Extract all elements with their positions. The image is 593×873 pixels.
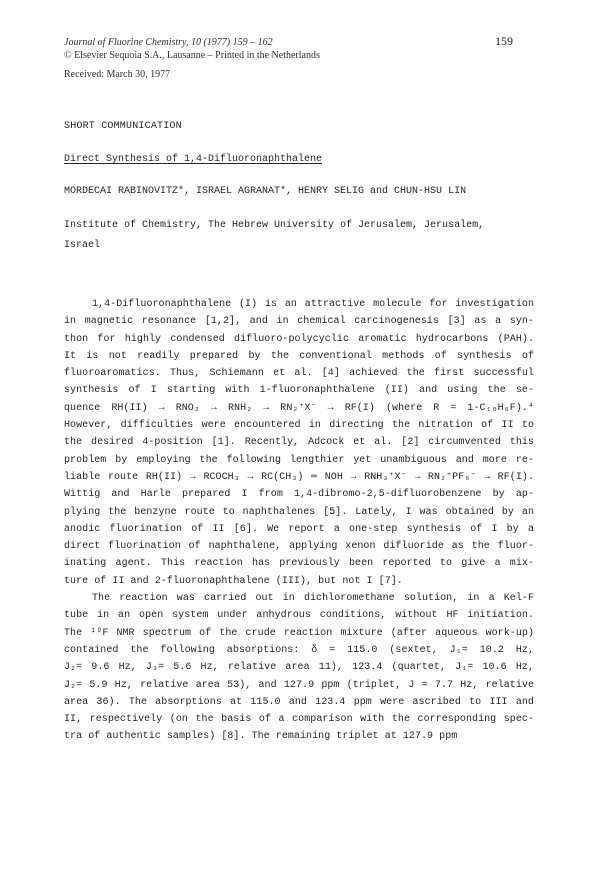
body-line: direct fluorination of naphthalene, applying xenon difluoride as the fluor- [64, 541, 534, 553]
received-date: Received: March 30, 1977 [64, 69, 171, 80]
body-line: the desired 4-position [1]. Recently, Adcock et al. [2] circumvented this [64, 437, 534, 449]
affiliation-line-2: Israel [64, 240, 101, 251]
body-line: liable route RH(II) → RCOCH₃ → RC(CH₃) ═ NOH → RNH₃⁺X⁻ → RN₂⁺PF₆⁻ → RF(I). [64, 471, 534, 483]
journal-citation: Journal of Fluorine Chemistry, 10 (1977) 159 – 162 [64, 37, 273, 48]
body-line: contained the following absorptions: δ = 115.0 (sextet, J₁= 10.2 Hz, [64, 644, 534, 656]
publisher-line: © Elsevier Sequoia S.A., Lausanne – Printed in the Netherlands [64, 50, 320, 61]
affiliation-line-1: Institute of Chemistry, The Hebrew University of Jerusalem, Jerusalem, [64, 220, 485, 231]
body-line: II, respectively (on the basis of a comparison with the corresponding spec- [64, 714, 534, 726]
body-line: tube in an open system under anhydrous conditions, without HF initiation. [64, 610, 534, 622]
body-line: J₂= 9.6 Hz, J₃= 5.6 Hz, relative area 11), 123.4 (quartet, J₁= 10.6 Hz, [64, 662, 534, 674]
body-line: synthesis of I starting with 1-fluoronaphthalene (II) and using the se- [64, 385, 534, 397]
body-line: thon for highly condensed difluoro-polycyclic aromatic hydrocarbons (PAH). [64, 333, 534, 345]
body-line: The reaction was carried out in dichloromethane solution, in a Kel-F [92, 593, 534, 605]
body-line: fluoroaromatics. Thus, Schiemann et al. [4] achieved the first successful [64, 368, 534, 380]
body-line: It is not readily prepared by the conventional methods of synthesis of [64, 350, 534, 362]
body-line: The ¹⁹F NMR spectrum of the crude reaction mixture (after aqueous work-up) [64, 627, 534, 639]
body-line: inating agent. This reaction has previously been reported to give a mix- [64, 558, 534, 570]
page-number: 159 [495, 34, 513, 48]
body-line: ture of II and 2-fluoronaphthalene (III), but not I [7]. [64, 575, 403, 587]
section-label: SHORT COMMUNICATION [64, 121, 182, 132]
body-line: However, difficulties were encountered in directing the nitration of II to [64, 420, 534, 432]
body-line: area 36). The absorptions at 115.0 and 123.4 ppm were ascribed to III and [64, 696, 534, 708]
body-line: in magnetic resonance [1,2], and in chemical carcinogenesis [3] as a syn- [64, 316, 534, 328]
body-line: tra of authentic samples) [8]. The remaining triplet at 127.9 ppm [64, 731, 458, 743]
author-list: MORDECAI RABINOVITZ*, ISRAEL AGRANAT*, HENRY SELIG and CHUN-HSU LIN [64, 186, 467, 197]
body-text [64, 296, 534, 746]
article-title: Direct Synthesis of 1,4-Difluoronaphthalene [64, 154, 323, 165]
body-line: anodic fluorination of II [6]. We report a one-step synthesis of I by a [64, 523, 534, 535]
body-line: J₂= 5.9 Hz, relative area 53), and 127.9 ppm (triplet, J = 7.7 Hz, relative [64, 679, 534, 691]
body-line: plying the benzyne route to naphthalenes [5]. Lately, I was obtained by an [64, 506, 534, 518]
body-line: Wittig and Harle prepared I from 1,4-dibromo-2,5-difluorobenzene by ap- [64, 489, 534, 501]
body-line: quence RH(II) → RNO₂ → RNH₂ → RN₂⁺X⁻ → RF(I) (where R = 1-C₁₀H₆F).⁴ [64, 402, 534, 414]
body-line: 1,4-Difluoronaphthalene (I) is an attractive molecule for investigation [92, 299, 534, 310]
body-line: problem by employing the following lengthier yet unambiguous and more re- [64, 454, 534, 466]
